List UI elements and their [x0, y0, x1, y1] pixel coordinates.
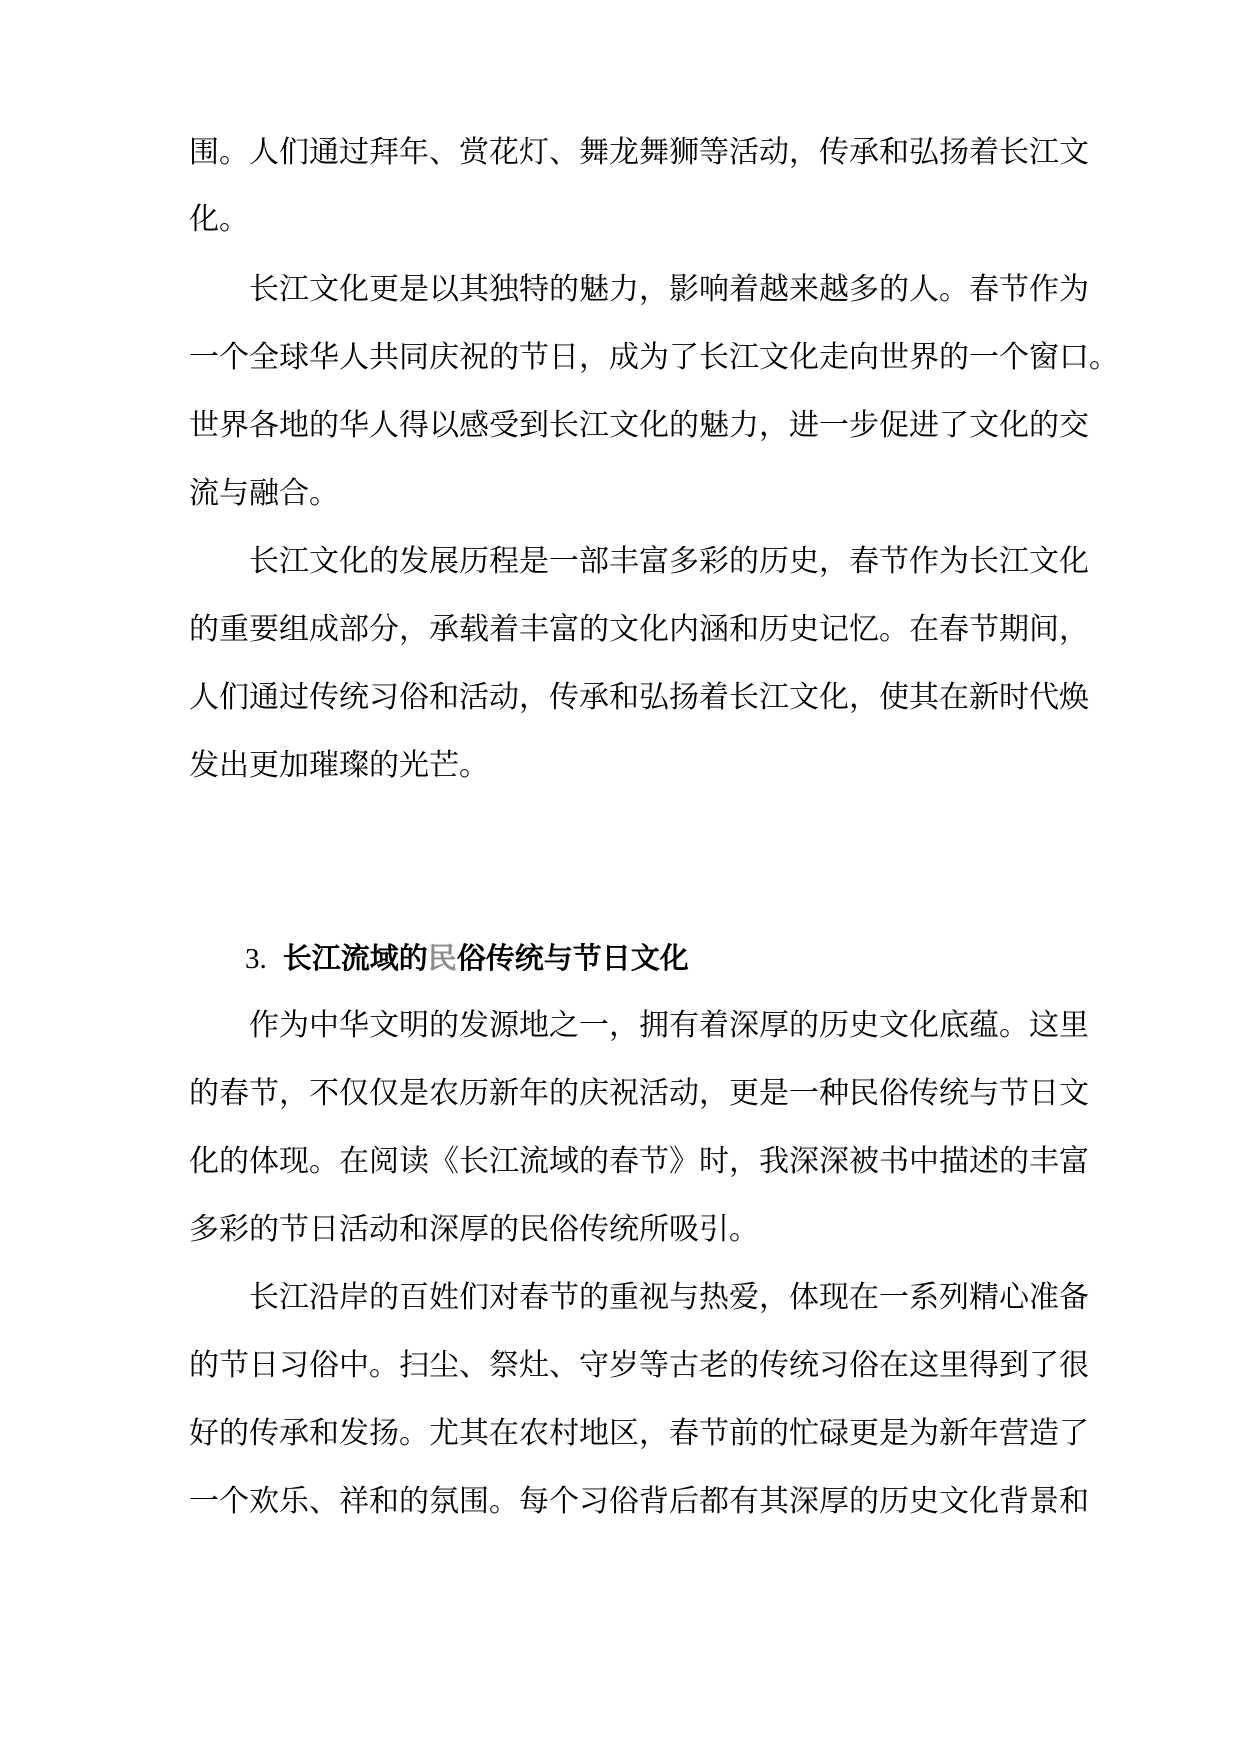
paragraph-line: 围。人们通过拜年、赏花灯、舞龙舞狮等活动，传承和弘扬着长江文	[189, 135, 1089, 170]
paragraph-line: 多彩的节日活动和深厚的民俗传统所吸引。	[189, 1212, 759, 1247]
paragraph-line: 作为中华文明的发源地之一，拥有着深厚的历史文化底蕴。这里	[249, 1008, 1089, 1043]
paragraph-line: 长江沿岸的百姓们对春节的重视与热爱，体现在一系列精心准备	[249, 1280, 1089, 1315]
section-title-faded-char: 民	[427, 941, 457, 975]
paragraph-line: 长江文化的发展历程是一部丰富多彩的历史，春节作为长江文化	[249, 544, 1089, 579]
paragraph-line: 化。	[189, 202, 249, 237]
section-title-part: 长江流域的	[282, 941, 428, 975]
paragraph-line: 人们通过传统习俗和活动，传承和弘扬着长江文化，使其在新时代焕	[189, 680, 1089, 715]
section-title-part: 俗传统与节日文化	[456, 941, 689, 975]
paragraph-line: 一个欢乐、祥和的氛围。每个习俗背后都有其深厚的历史文化背景和	[189, 1484, 1089, 1519]
section-heading	[245, 938, 689, 979]
section-number: 3.	[245, 943, 267, 975]
paragraph-line: 发出更加璀璨的光芒。	[189, 748, 489, 783]
paragraph-line: 流与融合。	[189, 476, 339, 511]
paragraph-line: 世界各地的华人得以感受到长江文化的魅力，进一步促进了文化的交	[189, 408, 1089, 443]
paragraph-line: 的春节，不仅仅是农历新年的庆祝活动，更是一种民俗传统与节日文	[189, 1076, 1089, 1111]
paragraph-line: 一个全球华人共同庆祝的节日，成为了长江文化走向世界的一个窗口。	[189, 340, 1119, 375]
paragraph-line: 化的体现。在阅读《长江流域的春节》时，我深深被书中描述的丰富	[189, 1144, 1089, 1179]
paragraph-line: 好的传承和发扬。尤其在农村地区，春节前的忙碌更是为新年营造了	[189, 1416, 1089, 1451]
paragraph-line: 的重要组成部分，承载着丰富的文化内涵和历史记忆。在春节期间，	[189, 612, 1089, 647]
paragraph-line: 的节日习俗中。扫尘、祭灶、守岁等古老的传统习俗在这里得到了很	[189, 1348, 1089, 1383]
paragraph-line: 长江文化更是以其独特的魅力，影响着越来越多的人。春节作为	[249, 272, 1089, 307]
